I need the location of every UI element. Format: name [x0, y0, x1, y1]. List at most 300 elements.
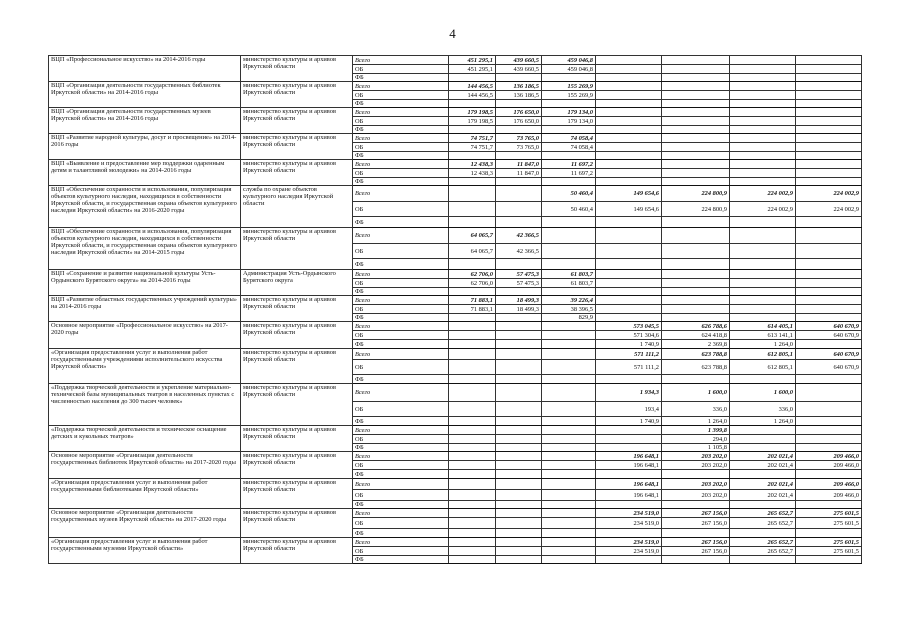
funding-source-cell: Всего	[353, 349, 449, 360]
amount-cell	[496, 479, 542, 490]
amount-cell	[596, 217, 662, 228]
amount-cell	[662, 375, 730, 384]
amount-cell	[596, 279, 662, 288]
amount-cell	[542, 288, 596, 296]
amount-cell	[496, 178, 542, 186]
amount-cell: 571 304,6	[596, 331, 662, 340]
amount-cell: 1 600,0	[730, 384, 796, 402]
amount-cell	[449, 452, 496, 461]
amount-cell	[596, 228, 662, 244]
amount-cell	[542, 547, 596, 556]
amount-cell	[730, 217, 796, 228]
amount-cell	[662, 244, 730, 259]
amount-cell	[796, 296, 862, 305]
amount-cell	[542, 340, 596, 349]
amount-cell: 1 600,0	[662, 384, 730, 402]
funding-source-cell: ОБ	[353, 402, 449, 417]
amount-cell	[449, 461, 496, 470]
funding-source-cell: Всего	[353, 228, 449, 244]
amount-cell	[542, 490, 596, 501]
amount-cell	[542, 322, 596, 331]
amount-cell	[662, 259, 730, 270]
amount-cell	[796, 384, 862, 402]
amount-cell	[496, 152, 542, 160]
amount-cell	[496, 529, 542, 538]
amount-cell	[449, 402, 496, 417]
amount-cell: 64 065,7	[449, 228, 496, 244]
amount-cell	[730, 169, 796, 178]
amount-cell	[449, 444, 496, 452]
program-name-cell: ВЦП «Обеспечение сохранности и использования, популяризация объектов культурного наследия, находящихся в собственности Иркутской области, и государственная охрана объектов культурного наследия Иркутской области» на 2014-2015 годы	[49, 228, 241, 270]
amount-cell	[796, 178, 862, 186]
amount-cell	[542, 402, 596, 417]
responsible-executor-cell: министерство культуры и архивов Иркутской области	[241, 108, 353, 134]
table-row	[49, 108, 862, 117]
table-row	[49, 509, 862, 518]
funding-source-cell: ФБ	[353, 340, 449, 349]
amount-cell: 2 369,8	[662, 340, 730, 349]
table-row	[49, 538, 862, 547]
amount-cell	[496, 100, 542, 108]
amount-cell: 336,0	[662, 402, 730, 417]
amount-cell: 829,9	[542, 314, 596, 322]
budget-table	[48, 55, 862, 564]
amount-cell	[542, 509, 596, 518]
amount-cell	[596, 314, 662, 322]
amount-cell: 1 264,0	[730, 417, 796, 426]
program-name-cell: «Поддержка творческой деятельности и техническое оснащение детских и кукольных театров»	[49, 426, 241, 452]
amount-cell	[730, 126, 796, 134]
amount-cell: 202 021,4	[730, 490, 796, 501]
funding-source-cell: ФБ	[353, 501, 449, 509]
funding-source-cell: ФБ	[353, 556, 449, 564]
amount-cell	[542, 244, 596, 259]
amount-cell	[542, 518, 596, 529]
amount-cell	[596, 375, 662, 384]
amount-cell	[662, 288, 730, 296]
funding-source-cell: Всего	[353, 108, 449, 117]
amount-cell	[542, 360, 596, 375]
amount-cell	[596, 100, 662, 108]
amount-cell: 1 264,0	[662, 417, 730, 426]
amount-cell	[730, 501, 796, 509]
amount-cell: 196 648,1	[596, 490, 662, 501]
amount-cell: 71 883,1	[449, 305, 496, 314]
amount-cell: 203 202,0	[662, 479, 730, 490]
amount-cell: 439 660,5	[496, 56, 542, 65]
amount-cell	[542, 501, 596, 509]
amount-cell	[662, 501, 730, 509]
amount-cell	[496, 186, 542, 202]
amount-cell	[596, 270, 662, 279]
amount-cell	[730, 244, 796, 259]
amount-cell	[662, 65, 730, 74]
amount-cell	[596, 444, 662, 452]
amount-cell	[662, 228, 730, 244]
amount-cell	[662, 217, 730, 228]
amount-cell	[596, 296, 662, 305]
amount-cell	[449, 288, 496, 296]
amount-cell	[449, 375, 496, 384]
amount-cell	[796, 402, 862, 417]
amount-cell	[662, 529, 730, 538]
program-name-cell: ВЦП «Развитие областных государственных учреждений культуры» на 2014-2016 годы	[49, 296, 241, 322]
amount-cell	[542, 435, 596, 444]
amount-cell	[662, 56, 730, 65]
amount-cell: 267 156,0	[662, 509, 730, 518]
amount-cell: 267 156,0	[662, 518, 730, 529]
table-row	[49, 228, 862, 244]
funding-source-cell: ФБ	[353, 375, 449, 384]
program-name-cell: Основное мероприятие «Профессиональное искусство» на 2017-2020 годы	[49, 322, 241, 349]
amount-cell	[542, 375, 596, 384]
responsible-executor-cell: министерство культуры и архивов Иркутской области	[241, 509, 353, 538]
funding-source-cell: ОБ	[353, 360, 449, 375]
amount-cell: 12 438,3	[449, 169, 496, 178]
amount-cell	[662, 470, 730, 479]
responsible-executor-cell: министерство культуры и архивов Иркутской области	[241, 452, 353, 479]
amount-cell: 202 021,4	[730, 479, 796, 490]
amount-cell	[796, 126, 862, 134]
amount-cell	[496, 375, 542, 384]
funding-source-cell: Всего	[353, 270, 449, 279]
amount-cell: 1 399,8	[662, 426, 730, 435]
amount-cell: 176 650,0	[496, 117, 542, 126]
funding-source-cell: Всего	[353, 160, 449, 169]
table-row	[49, 160, 862, 169]
amount-cell: 203 202,0	[662, 490, 730, 501]
amount-cell	[796, 444, 862, 452]
amount-cell: 451 295,1	[449, 56, 496, 65]
amount-cell	[730, 288, 796, 296]
table-row	[49, 426, 862, 435]
amount-cell	[542, 349, 596, 360]
amount-cell	[496, 217, 542, 228]
amount-cell	[596, 288, 662, 296]
amount-cell	[542, 556, 596, 564]
amount-cell: 12 438,3	[449, 160, 496, 169]
amount-cell	[496, 402, 542, 417]
table-row	[49, 134, 862, 143]
funding-source-cell: ОБ	[353, 461, 449, 470]
funding-source-cell: ФБ	[353, 100, 449, 108]
amount-cell	[796, 134, 862, 143]
amount-cell: 149 654,6	[596, 202, 662, 217]
amount-cell: 57 475,3	[496, 279, 542, 288]
table-row	[49, 56, 862, 65]
amount-cell	[730, 435, 796, 444]
amount-cell	[730, 296, 796, 305]
amount-cell	[796, 529, 862, 538]
amount-cell	[542, 152, 596, 160]
amount-cell	[496, 509, 542, 518]
amount-cell	[662, 160, 730, 169]
amount-cell	[730, 426, 796, 435]
amount-cell: 179 134,0	[542, 108, 596, 117]
amount-cell: 50 460,4	[542, 202, 596, 217]
amount-cell	[796, 91, 862, 100]
amount-cell	[449, 217, 496, 228]
amount-cell	[542, 331, 596, 340]
table-row	[49, 82, 862, 91]
amount-cell	[796, 305, 862, 314]
amount-cell: 209 466,0	[796, 479, 862, 490]
amount-cell: 203 202,0	[662, 452, 730, 461]
program-name-cell: ВЦП «Организация деятельности государственных библиотек Иркутской области» на 2014-2016 годы	[49, 82, 241, 108]
amount-cell: 74 058,4	[542, 143, 596, 152]
amount-cell	[662, 169, 730, 178]
amount-cell	[662, 74, 730, 82]
funding-source-cell: Всего	[353, 426, 449, 435]
funding-source-cell: Всего	[353, 186, 449, 202]
amount-cell: 155 269,9	[542, 91, 596, 100]
amount-cell	[662, 82, 730, 91]
amount-cell	[496, 470, 542, 479]
amount-cell	[596, 259, 662, 270]
amount-cell: 38 396,5	[542, 305, 596, 314]
amount-cell	[542, 178, 596, 186]
amount-cell	[542, 538, 596, 547]
amount-cell	[449, 518, 496, 529]
amount-cell: 265 652,7	[730, 509, 796, 518]
table-row	[49, 270, 862, 279]
program-name-cell: «Поддержка творческой деятельности и укрепление материально-технической базы муниципальных театров в населенных пунктах с численностью населения до 300 тысяч человек»	[49, 384, 241, 426]
amount-cell	[449, 556, 496, 564]
amount-cell	[730, 228, 796, 244]
amount-cell	[730, 444, 796, 452]
table-row	[49, 479, 862, 490]
amount-cell	[496, 360, 542, 375]
amount-cell	[796, 244, 862, 259]
amount-cell: 179 134,0	[542, 117, 596, 126]
table-row	[49, 322, 862, 331]
amount-cell: 209 466,0	[796, 461, 862, 470]
amount-cell	[496, 444, 542, 452]
amount-cell	[796, 279, 862, 288]
amount-cell: 149 654,6	[596, 186, 662, 202]
funding-source-cell: ОБ	[353, 331, 449, 340]
amount-cell: 224 002,9	[796, 186, 862, 202]
funding-source-cell: Всего	[353, 322, 449, 331]
amount-cell	[730, 100, 796, 108]
amount-cell	[496, 452, 542, 461]
funding-source-cell: ОБ	[353, 91, 449, 100]
amount-cell	[596, 91, 662, 100]
amount-cell: 265 652,7	[730, 518, 796, 529]
amount-cell	[449, 322, 496, 331]
amount-cell: 275 601,5	[796, 518, 862, 529]
amount-cell: 73 765,0	[496, 134, 542, 143]
program-name-cell: ВЦП «Развитие народной культуры, досуг и просвещение» на 2014-2016 годы	[49, 134, 241, 160]
amount-cell	[662, 126, 730, 134]
amount-cell	[596, 435, 662, 444]
amount-cell: 193,4	[596, 402, 662, 417]
amount-cell	[730, 470, 796, 479]
funding-source-cell: Всего	[353, 479, 449, 490]
budget-body	[49, 56, 862, 564]
amount-cell: 623 788,8	[662, 349, 730, 360]
amount-cell	[730, 270, 796, 279]
amount-cell	[449, 490, 496, 501]
amount-cell: 202 021,4	[730, 452, 796, 461]
amount-cell: 267 156,0	[662, 547, 730, 556]
amount-cell: 74 058,4	[542, 134, 596, 143]
responsible-executor-cell: министерство культуры и архивов Иркутской области	[241, 228, 353, 270]
amount-cell	[796, 74, 862, 82]
funding-source-cell: ОБ	[353, 169, 449, 178]
program-name-cell: ВЦП «Выявление и предоставление мер поддержки одаренным детям и талантливой молодежи» на 2014-2016 годы	[49, 160, 241, 186]
funding-source-cell: Всего	[353, 82, 449, 91]
responsible-executor-cell: министерство культуры и архивов Иркутской области	[241, 538, 353, 564]
amount-cell	[449, 509, 496, 518]
amount-cell: 275 601,5	[796, 509, 862, 518]
amount-cell: 42 366,5	[496, 228, 542, 244]
amount-cell: 571 111,2	[596, 349, 662, 360]
amount-cell: 11 847,0	[496, 160, 542, 169]
amount-cell	[596, 134, 662, 143]
funding-source-cell: Всего	[353, 509, 449, 518]
amount-cell: 613 141,1	[730, 331, 796, 340]
amount-cell: 11 697,2	[542, 160, 596, 169]
amount-cell: 614 405,1	[730, 322, 796, 331]
amount-cell	[496, 314, 542, 322]
amount-cell	[730, 91, 796, 100]
amount-cell: 74 751,7	[449, 143, 496, 152]
funding-source-cell: ФБ	[353, 314, 449, 322]
amount-cell	[542, 417, 596, 426]
amount-cell	[730, 259, 796, 270]
amount-cell	[730, 74, 796, 82]
amount-cell: 136 186,5	[496, 91, 542, 100]
amount-cell: 640 670,9	[796, 331, 862, 340]
amount-cell: 61 803,7	[542, 279, 596, 288]
amount-cell	[662, 108, 730, 117]
amount-cell	[596, 244, 662, 259]
amount-cell: 176 650,0	[496, 108, 542, 117]
amount-cell	[496, 461, 542, 470]
amount-cell: 294,0	[662, 435, 730, 444]
amount-cell	[796, 270, 862, 279]
funding-source-cell: ОБ	[353, 279, 449, 288]
amount-cell: 640 670,9	[796, 349, 862, 360]
funding-source-cell: ОБ	[353, 244, 449, 259]
amount-cell	[449, 384, 496, 402]
funding-source-cell: ОБ	[353, 202, 449, 217]
amount-cell	[796, 228, 862, 244]
amount-cell	[496, 126, 542, 134]
amount-cell: 61 803,7	[542, 270, 596, 279]
amount-cell	[496, 288, 542, 296]
responsible-executor-cell: министерство культуры и архивов Иркутской области	[241, 349, 353, 384]
amount-cell	[796, 100, 862, 108]
amount-cell: 265 652,7	[730, 538, 796, 547]
amount-cell: 1 740,9	[596, 417, 662, 426]
amount-cell	[796, 556, 862, 564]
funding-source-cell: ОБ	[353, 117, 449, 126]
funding-source-cell: ФБ	[353, 529, 449, 538]
amount-cell: 18 499,3	[496, 305, 542, 314]
amount-cell	[596, 305, 662, 314]
amount-cell	[542, 470, 596, 479]
amount-cell	[449, 479, 496, 490]
amount-cell	[730, 305, 796, 314]
program-name-cell: «Организация предоставления услуг и выполнения работ государственными учреждениями исполнительского искусства Иркутской области»	[49, 349, 241, 384]
amount-cell	[449, 529, 496, 538]
amount-cell	[662, 117, 730, 126]
responsible-executor-cell: министерство культуры и архивов Иркутской области	[241, 134, 353, 160]
amount-cell	[496, 556, 542, 564]
amount-cell	[596, 152, 662, 160]
amount-cell	[596, 65, 662, 74]
amount-cell	[596, 117, 662, 126]
amount-cell	[796, 340, 862, 349]
amount-cell	[796, 117, 862, 126]
amount-cell	[596, 160, 662, 169]
program-name-cell: ВЦП «Организация деятельности государственных музеев Иркутской области» на 2014-2016 годы	[49, 108, 241, 134]
amount-cell	[662, 100, 730, 108]
amount-cell: 64 065,7	[449, 244, 496, 259]
amount-cell: 626 788,6	[662, 322, 730, 331]
amount-cell	[449, 178, 496, 186]
amount-cell: 74 751,7	[449, 134, 496, 143]
amount-cell	[796, 426, 862, 435]
amount-cell	[542, 384, 596, 402]
amount-cell: 196 648,1	[596, 452, 662, 461]
amount-cell: 224 002,9	[730, 186, 796, 202]
program-name-cell: Основное мероприятие «Организация деятельности государственных музеев Иркутской области» на 2017-2020 годы	[49, 509, 241, 538]
amount-cell	[449, 538, 496, 547]
responsible-executor-cell: министерство культуры и архивов Иркутской области	[241, 426, 353, 452]
amount-cell: 1 934,3	[596, 384, 662, 402]
amount-cell	[496, 202, 542, 217]
responsible-executor-cell: министерство культуры и архивов Иркутской области	[241, 322, 353, 349]
amount-cell: 224 800,9	[662, 186, 730, 202]
amount-cell	[796, 259, 862, 270]
amount-cell	[796, 217, 862, 228]
amount-cell	[796, 65, 862, 74]
amount-cell: 57 475,3	[496, 270, 542, 279]
amount-cell: 459 046,8	[542, 65, 596, 74]
funding-source-cell: ФБ	[353, 417, 449, 426]
amount-cell	[796, 82, 862, 91]
table-row	[49, 452, 862, 461]
amount-cell: 202 021,4	[730, 461, 796, 470]
amount-cell	[542, 529, 596, 538]
amount-cell	[596, 556, 662, 564]
amount-cell	[662, 556, 730, 564]
amount-cell	[496, 349, 542, 360]
amount-cell: 144 456,5	[449, 91, 496, 100]
amount-cell: 179 198,5	[449, 108, 496, 117]
funding-source-cell: ОБ	[353, 490, 449, 501]
amount-cell: 62 706,0	[449, 270, 496, 279]
amount-cell: 196 648,1	[596, 479, 662, 490]
amount-cell	[662, 305, 730, 314]
amount-cell	[542, 479, 596, 490]
amount-cell	[730, 152, 796, 160]
amount-cell	[730, 556, 796, 564]
amount-cell: 439 660,5	[496, 65, 542, 74]
amount-cell	[730, 160, 796, 169]
amount-cell	[662, 91, 730, 100]
program-name-cell: ВЦП «Обеспечение сохранности и использования, популяризация объектов культурного наследия, находящихся в собственности Иркутской области, и государственная охрана объектов культурного наследия Иркутской области» на 2016-2020 годы	[49, 186, 241, 228]
amount-cell: 451 295,1	[449, 65, 496, 74]
page-number: 4	[449, 26, 456, 41]
funding-source-cell: ФБ	[353, 288, 449, 296]
amount-cell: 39 226,4	[542, 296, 596, 305]
amount-cell: 234 519,0	[596, 538, 662, 547]
amount-cell	[496, 331, 542, 340]
